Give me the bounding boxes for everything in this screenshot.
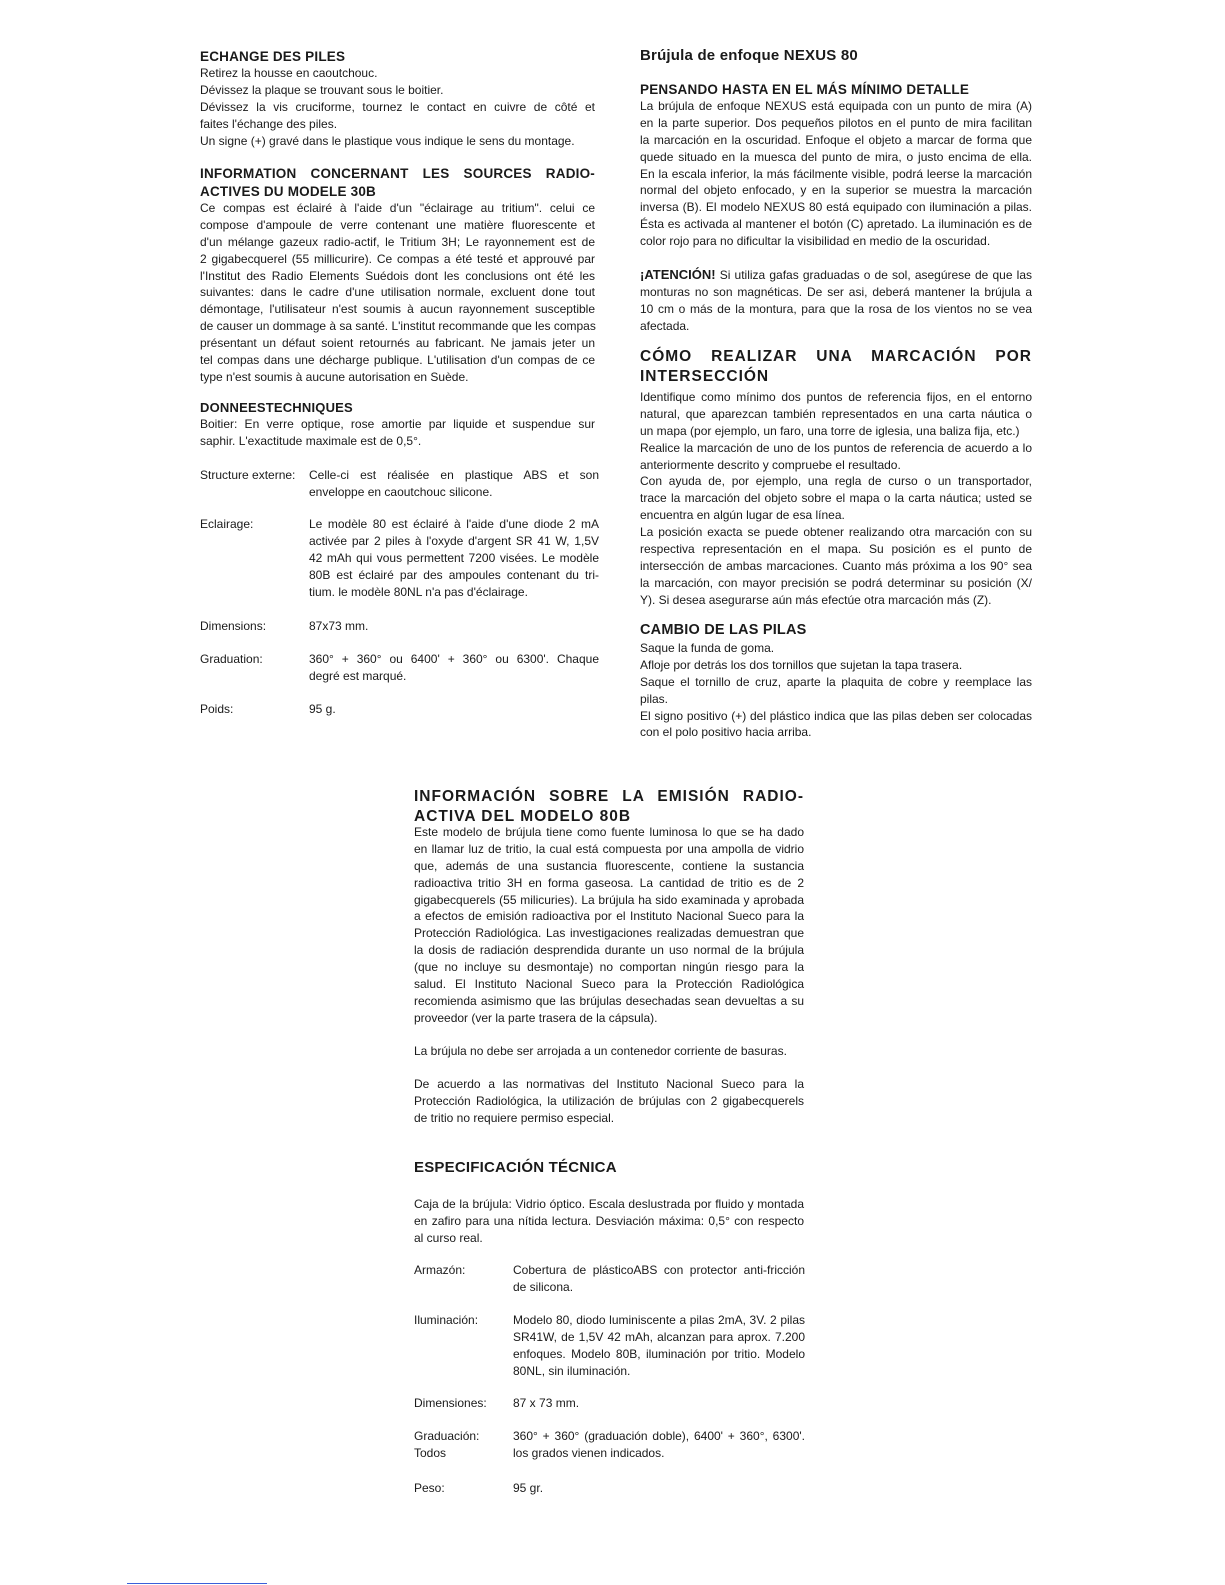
text-line: color rojo para no dificultar la visibilidad en medio de la oscuridad.: [640, 234, 991, 249]
atencion-body: [640, 284, 1032, 335]
text-line: afectada.: [640, 318, 690, 333]
text-line: Dévissez la plaque se trouvant sous le boitier.: [200, 82, 444, 97]
heading-line: INFORMACIÓN SOBRE LA EMISIÓN RADIO-: [414, 788, 804, 805]
text-line: un mapa (por ejemplo, un faro, una torre de iglesia, una baliza fija, etc.): [640, 423, 1020, 438]
text-line: présentant un défaut soient retournés au fabricant. Ne jamais jeter un: [200, 336, 595, 351]
text-line: al curso real.: [414, 1230, 483, 1245]
text-line: Dévissez la vis cruciforme, tournez le contact en cuivre de côté et: [200, 99, 595, 114]
text-line: d'un mélange gazeux radio-actif, le Tritium 3H; Le rayonnement est de: [200, 234, 595, 249]
text-line: Caja de la brújula: Vidrio óptico. Escala deslustrada por fluido y montada: [414, 1197, 804, 1211]
text-line: Este modelo de brújula tiene como fuente luminosa lo que se ha dado: [414, 825, 804, 839]
text-line: 2 gigabecquerel (55 millicurire). Ce compas a été testé et approuvé par: [200, 251, 595, 266]
text-line: con el polo positivo hacia arriba.: [640, 725, 812, 740]
spec-label: Peso:: [414, 1481, 445, 1495]
normativa-note: [414, 1076, 804, 1127]
text-line: suivantes: dans le cadre d'une utilisation normale, excluent done tout: [200, 285, 595, 300]
text-line: démontage, l'utilisateur n'est soumis à aucun rayonnement susceptible: [200, 302, 595, 317]
text-line: la marcación en la oscuridad. Enfoque el objeto a marcar de forma que: [640, 132, 1032, 147]
text-line: SR41W, de 1,5V 42 mAh, alcanzan para aprox. 7.200: [513, 1329, 805, 1344]
text-line: Ésta es activada al mantener el botón (C) apretado. La iluminación es de: [640, 217, 1032, 232]
spec-label: Eclairage:: [200, 517, 254, 531]
heading-especificacion-tecnica: ESPECIFICACIÓN TÉCNICA: [414, 1159, 617, 1176]
heading-como-realizar-marcacion: [640, 347, 1032, 387]
heading-information-radioactive-fr: [200, 165, 595, 201]
heading-line: ACTIVA DEL MODELO 80B: [414, 808, 632, 825]
text-line: 80B est éclairé par des ampoules contenant du tri-: [309, 567, 599, 582]
spec-value: [309, 467, 599, 501]
text-line: Realice la marcación de uno de los puntos de referencia de acuerdo a lo: [640, 440, 1032, 455]
heading-pensando-detalle: PENSANDO HASTA EN EL MÁS MÍNIMO DETALLE: [640, 82, 970, 97]
text-line: Celle-ci est réalisée en plastique ABS et son: [309, 468, 599, 482]
spec-label: Graduation:: [200, 652, 263, 666]
text-line: El signo positivo (+) del plástico indica que las pilas deben ser colocadas: [640, 708, 1032, 723]
spec-value: [513, 1262, 805, 1296]
spec-value: [513, 1395, 805, 1412]
interseccion-body: [640, 389, 1032, 609]
text-line: Saque la funda de goma.: [640, 641, 775, 655]
text-line: Y). Si desea asegurarse aún más efectúe otra marcación más (Z).: [640, 592, 992, 607]
text-line: la dosis de radiación desprendida durante un uso normal de la brújula: [414, 943, 804, 958]
text-line: 360° + 360° ou 6400' + 360° ou 6300'. Chaque: [309, 652, 599, 666]
echange-body: [200, 65, 595, 149]
spec-label: Structure externe:: [200, 468, 296, 482]
text-line: pilas.: [640, 691, 669, 706]
spec-value: [309, 618, 599, 635]
spec-value: [309, 651, 599, 685]
text-line: saphir. L'exactitude maximale est de 0,5°.: [200, 433, 422, 448]
text-line: Identifique como mínimo dos puntos de referencia fijos, en el entorno: [640, 390, 1032, 404]
spec-intro-es: [414, 1196, 804, 1247]
text-line: Modelo 80, diodo luminiscente a pilas 2mA, 3V. 2 pilas: [513, 1313, 805, 1327]
atencion-block: [640, 267, 1032, 335]
tech-intro-fr: [200, 416, 595, 450]
text-line: tel compas dans une décharge publique. L'utilisation d'un compas de ce: [200, 353, 595, 368]
text-line: Con ayuda de, por ejemplo, una regla de curso o un transportador,: [640, 474, 1032, 489]
spec-label: Armazón:: [414, 1263, 466, 1277]
text-line: anteriormente descrito y compruebe el resultado.: [640, 457, 901, 472]
heading-donnees-techniques: DONNEESTECHNIQUES: [200, 400, 353, 415]
atencion-label: ¡ATENCIÓN!: [640, 267, 716, 282]
spec-label: Dimensions:: [200, 619, 267, 633]
text-line: los grados vienen indicados.: [513, 1445, 665, 1460]
text-line: Ce compas est éclairé à l'aide d'un "éclairage au tritium". celui ce: [200, 201, 595, 215]
text-line: inversa (B). El modelo NEXUS 80 está equipado con iluminación a pilas.: [640, 200, 1032, 215]
text-line: respectiva representación en el mapa. Su posición es el punto de: [640, 542, 1032, 557]
text-line: 42 mAh qui vous permettent 7200 visées. Le modèle: [309, 550, 599, 565]
document-title: Brújula de enfoque NEXUS 80: [640, 47, 858, 64]
text-line: radioactiva tritio 3H en forma gaseosa. La cantidad de tritio es de 2: [414, 875, 804, 890]
heading-informacion-emision: [414, 787, 804, 827]
text-line: La brújula de enfoque NEXUS está equipada con un punto de mira (A): [640, 99, 1032, 113]
text-line: 10 cm o más de la montura, para que la rosa de los vientos no se vea: [640, 301, 1032, 316]
text-line: encuentra en algún lugar de esa línea.: [640, 508, 845, 523]
heading-cambio-pilas: CAMBIO DE LAS PILAS: [640, 622, 807, 638]
text-line: a efectos de emisión radioactiva por el Instituto Nacional Sueco para la: [414, 909, 804, 924]
spec-value: [513, 1428, 805, 1462]
radioactive-body-fr: [200, 200, 595, 386]
text-line: enfoques. Modelo 80B, iluminación por tritio. Modelo: [513, 1346, 805, 1361]
text-line: Protección Radiológica. Las investigaciones realizadas demuestran que: [414, 926, 804, 941]
spec-label: Graduación: Todos: [414, 1429, 480, 1460]
heading-line: CÓMO REALIZAR UNA MARCACIÓN POR: [640, 348, 1032, 365]
text-line: recomienda asimismo que las brújulas desechadas sean devueltas a su: [414, 993, 804, 1008]
text-line: l'Institut des Radio Elements Suédois dont les conclusions ont été les: [200, 268, 595, 283]
heading-line: ACTIVES DU MODELE 30B: [200, 184, 376, 199]
heading-echange-des-piles: ECHANGE DES PILES: [200, 49, 346, 64]
text-line: intersección de ambas marcaciones. Cuanto más próxima a los 90° sea: [640, 558, 1032, 573]
text-line: en zafiro para una nítida lectura. Desviación máxima: 0,5° con respecto: [414, 1213, 804, 1228]
text-line: salud. El Instituto Nacional Sueco para la Protección Radiológica: [414, 977, 804, 992]
text-line: de silicona.: [513, 1279, 574, 1294]
text-line: 87x73 mm.: [309, 619, 369, 633]
heading-line: INFORMATION CONCERNANT LES SOURCES RADIO-: [200, 166, 595, 181]
text-line: Un signe (+) gravé dans le plastique vous indique le sens du montage.: [200, 133, 575, 148]
text-line: en la parte superior. Dos pequeños pilotos en el punto de mira facilitan: [640, 115, 1032, 130]
text-line: (que no incluye su desmontaje) no comportan ningún riesgo para la: [414, 960, 804, 975]
text-line: natural, que aparezcan también representados en una carta náutica o: [640, 406, 1032, 421]
atencion-text: Si utiliza gafas graduadas o de sol, asegúrese de que las: [715, 268, 1032, 282]
text-line: 87 x 73 mm.: [513, 1396, 580, 1410]
text-line: en llamar luz de tritio, la cual está compuesta por una ampolla de vidrio: [414, 841, 804, 856]
text-line: type n'est soumis à aucune autorisation en Suède.: [200, 369, 469, 384]
text-line: La posición exacta se puede obtener realizando otra marcación con su: [640, 525, 1032, 540]
text-line: Protección Radiológica, la utilización de brújulas con 2 gigabecquerels: [414, 1093, 804, 1108]
atencion-first-line: [640, 267, 1032, 284]
spec-label: Poids:: [200, 702, 234, 716]
heading-line: INTERSECCIÓN: [640, 368, 770, 385]
text-line: Boitier: En verre optique, rose amortie par liquide et suspendue sur: [200, 417, 595, 431]
text-line: trace la marcación del objeto sobre el mapa o la carta náutica; usted se: [640, 491, 1032, 506]
spec-value: [513, 1480, 805, 1497]
text-line: 360° + 360° (graduación doble), 6400' + 360°, 6300'.: [513, 1429, 805, 1443]
text-line: La brújula no debe ser arrojada a un contenedor corriente de basuras.: [414, 1044, 787, 1058]
text-line: Afloje por detrás los dos tornillos que sujetan la tapa trasera.: [640, 657, 963, 672]
emision-body: [414, 824, 804, 1027]
spec-value: [513, 1312, 805, 1380]
text-line: activée par 2 piles à l'oxyde d'argent SR 41 W, 1,5V: [309, 533, 599, 548]
text-line: la marcación, con mayor precisión se podrá determinar su posición (X/: [640, 575, 1032, 590]
text-line: tium. le modèle 80NL n'a pas d'éclairage.: [309, 584, 528, 599]
detalle-body: [640, 98, 1032, 250]
text-line: Retirez la housse en caoutchouc.: [200, 66, 378, 80]
text-line: de causer un dommage à sa santé. L'institut recommande que les compas: [200, 319, 596, 334]
text-line: que, además de una sustancia fluorescente, contiene la sustancia: [414, 858, 804, 873]
link-underline: [127, 1583, 267, 1584]
text-line: degré est marqué.: [309, 668, 407, 683]
text-line: normal del objeto enfocado, y en la superior se muestra la marcación: [640, 183, 1032, 198]
text-line: de tritio no requiere permiso especial.: [414, 1110, 615, 1125]
spec-label: Dimensiones:: [414, 1396, 487, 1410]
spec-label: Iluminación:: [414, 1313, 479, 1327]
text-line: Cobertura de plásticoABS con protector anti-fricción: [513, 1263, 805, 1277]
text-line: De acuerdo a las normativas del Instituto Nacional Sueco para la: [414, 1077, 804, 1091]
text-line: compose d'ampoule de verre contenant une matière fluorescente et: [200, 217, 595, 232]
text-line: 95 g.: [309, 702, 336, 716]
text-line: En la escala inferior, la más fácilmente visible, podrá leerse la marcación: [640, 166, 1032, 181]
text-line: 95 gr.: [513, 1481, 544, 1495]
text-line: Saque el tornillo de cruz, aparte la plaquita de cobre y reemplace las: [640, 674, 1032, 689]
text-line: 80NL, sin iluminación.: [513, 1363, 631, 1378]
text-line: monturas no son magnéticas. De ser asi, deberá mantener la brújula a: [640, 284, 1032, 299]
text-line: faites l'échange des piles.: [200, 116, 338, 131]
basura-note: [414, 1043, 804, 1060]
text-line: Le modèle 80 est éclairé à l'aide d'une diode 2 mA: [309, 517, 599, 531]
pilas-body: [640, 640, 1032, 741]
text-line: quede situado en la muesca del punto de mira, o justo encima de ella.: [640, 149, 1032, 164]
text-line: proveedor (ver la parte trasera de la cápsula).: [414, 1010, 658, 1025]
text-line: enveloppe en caoutchouc silicone.: [309, 484, 493, 499]
text-line: gigabecquerels (55 milicuries). La brújula ha sido examinada y aprobada: [414, 892, 804, 907]
spec-value: [309, 516, 599, 600]
spec-value: [309, 701, 599, 718]
